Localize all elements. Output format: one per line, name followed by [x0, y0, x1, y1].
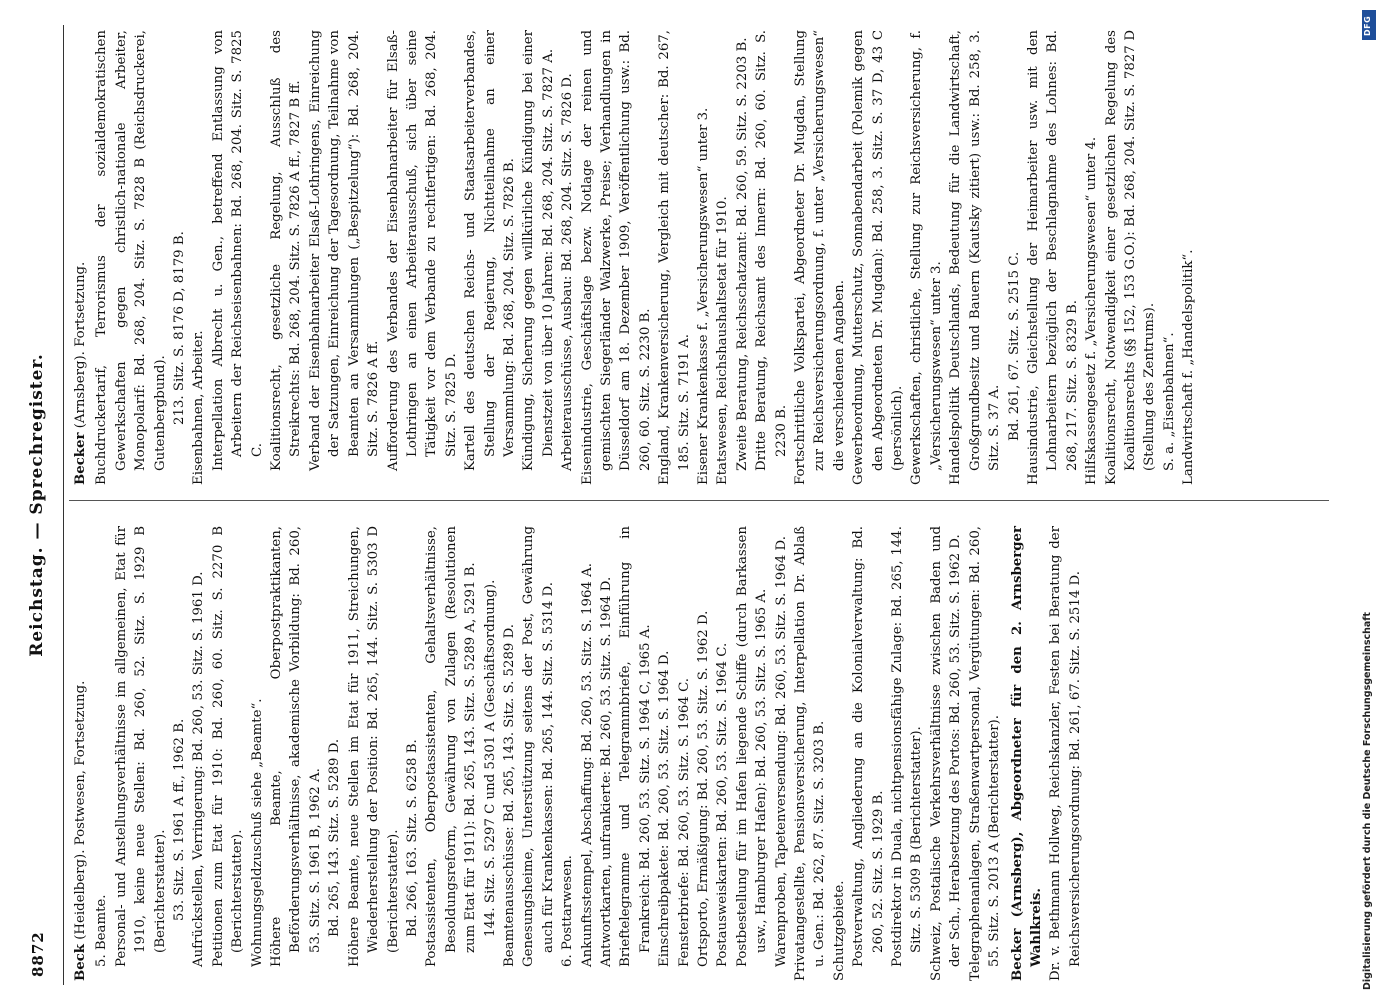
left-column — [71, 526, 1085, 981]
register-entry: Schweiz, Postalische Verkehrsverhältnisse zwischen Baden und der Sch., Herabsetzung des Portos: Bd. 260, 53. Sitz. S. 1962 D. — [928, 526, 964, 981]
register-entry: Brieftelegramme und Telegrammbriefe, Einführung in Frankreich: Bd. 260, 53. Sitz. S. 1964 C, 1965 A. — [618, 526, 653, 967]
page-number: 8872 — [29, 931, 47, 977]
register-entry: Personal- und Anstellungsverhältnisse im allgemeinen, Etat für 1910, keine neue Stellen: Bd. 260, 52. Sitz. S. 1929 B (Berichterstatter). — [113, 526, 168, 967]
register-entry: Genesungsheime, Unterstützung seitens der Post, Gewährung auch für Krankenkassen: Bd. 265, 144. Sitz. S. 5314 D. — [521, 526, 556, 967]
register-entry: Bd. 265, 143. Sitz. S. 5289 D. — [327, 738, 343, 937]
register-entry: 144. Sitz. S. 5297 C und 5301 A (Geschäftsordnung). — [482, 579, 498, 937]
register-entry: Petitionen zum Etat für 1910: Bd. 260, 60. Sitz. S. 2270 B (Berichterstatter). — [210, 526, 246, 967]
register-entry: Hilfskassengesetz f. „Versicherungswesen“ unter 4. — [1084, 136, 1100, 485]
register-entry: Becker (Arnsberg), Abgeordneter für den 2. Arnsberger Wahlkreis. — [1009, 526, 1044, 981]
dfg-logo — [1362, 10, 1376, 40]
right-column-heading — [71, 30, 90, 485]
register-entry: Ankunftsstempel, Abschaffung: Bd. 260, 53. Sitz. S. 1964 A. — [579, 563, 595, 967]
register-entry: Gewerkschaften, christliche, Stellung zur Reichsversicherung, f. „Versicherungswesen“ unter 3. — [909, 30, 944, 485]
register-entry: Postdirektor in Duala, nichtpensionsfähige Zulage: Bd. 265, 144. Sitz. S. 5309 B (Berichterstatter). — [890, 526, 925, 967]
register-entry: Koalitionsrecht, Notwendigkeit einer gesetzlichen Regelung des Koalitionsrechts (§§ 152, 153 G.O.): Bd. 268, 204. Sitz. S. 7827 D (Stellung des Zentrums). — [1103, 30, 1158, 485]
register-entry: England, Krankenversicherung, Vergleich mit deutscher: Bd. 267, 185. Sitz. S. 7191 A. — [657, 30, 692, 485]
register-entry: Postverwaltung, Angliederung an die Kolonialverwaltung: Bd. 260, 52. Sitz. S. 1929 B. — [851, 526, 886, 967]
register-entry: Privatangestellte, Pensionsversicherung, Interpellation Dr. Ablaß u. Gen.: Bd. 262, 87. Sitz. S. 3203 B. — [793, 526, 828, 981]
register-entry: Antwortkarten, unfrankierte: Bd. 260, 53. Sitz. S. 1964 D. — [598, 576, 614, 967]
register-entry: Postassistenten, Oberpostassistenten, Gehaltsverhältnisse, Besoldungsreform, Gewährung von Zulagen (Resolutionen zum Etat für 1911): Bd. 265, 143. Sitz. S. 5289 A, 5291 B. — [424, 526, 479, 967]
register-entry: 213. Sitz. S. 8176 D, 8179 B. — [172, 231, 188, 425]
register-entry: Hausindustrie, Gleichstellung der Heimarbeiter usw. mit den Lohnarbeitern bezüglich der Beschlagnahme des Lohnes: Bd. 268, 217. Sitz. S. 8329 B. — [1025, 30, 1080, 485]
column-divider — [69, 500, 1329, 501]
register-entry: Warenproben, Tapetenversendung: Bd. 260, 53. Sitz. S. 1964 D. — [773, 536, 789, 967]
rotated-page-content — [15, 25, 1345, 985]
register-entry: Handelspolitik Deutschlands, Bedeutung für die Landwirtschaft, Großgrundbesitz und Bauern (Kautsky zitiert) usw.: Bd. 258, 3. Sitz. S. 37 A. — [948, 30, 1003, 485]
page-header — [15, 25, 61, 985]
dfg-logo-text: DFG — [1363, 15, 1372, 36]
register-entry: Postausweiskarten: Bd. 260, 53. Sitz. S. 1964 C. — [715, 642, 731, 967]
register-entry: Buchdruckertarif, Terrorismus der sozialdemokratischen Gewerkschaften gegen christlich-nationale Arbeiter, Monopolarif: Bd. 268, 204. Sitz. S. 7828 B (Reichsdruckerei, Gutenbergbund). — [94, 30, 168, 485]
register-entry: Bd. 261, 67. Sitz. S. 2515 C. — [1006, 251, 1022, 441]
register-entry: Aufforderung des Verbandes der Eisenbahnarbeiter für Elsaß-Lothringen an einen Arbeiterausschuß, sich über seine Tätigkeit vor dem Verbande zu rechtfertigen: Bd. 268, 204. Sitz. S. 7825 D. — [385, 30, 459, 471]
left-column-heading — [71, 526, 90, 981]
register-entry: Landwirtschaft f. „Handelspolitik“. — [1181, 249, 1197, 485]
register-entry: Schutzgebiete. — [831, 880, 847, 981]
register-entry: Etatswesen, Reichshaushaltsetat für 1910. — [715, 196, 731, 485]
register-entry: Dritte Beratung, Reichsamt des Innern: Bd. 260, 60. Sitz. S. 2230 B. — [754, 30, 789, 471]
dfg-attribution: Digitalisierung gefördert durch die Deutsche Forschungsgemeinschaft — [1362, 612, 1373, 990]
header-rule — [63, 25, 64, 985]
register-entry: Höhere Beamte, neue Stellen im Etat für 1911, Streichungen, Wiederherstellung der Position: Bd. 265, 144. Sitz. S. 5303 D (Berichterstatter). — [346, 526, 401, 967]
register-entry: Gewerbeordnung, Mutterschutz, Sonnabendarbeit (Polemik gegen den Abgeordneten Dr. Mugdan): Bd. 258, 3. Sitz. S. 37 D, 43 C (persönlich). — [851, 30, 906, 485]
right-heading-rest: (Arnsberg). Fortsetzung. — [73, 261, 88, 433]
register-entry: Postbestellung für im Hafen liegende Schiffe (durch Barkassen usw., Hamburger Hafen): Bd. 260, 53. Sitz. S. 1965 A. — [734, 526, 770, 967]
register-entry: Telegraphenanlagen, Straßenwartpersonal, Vergütungen: Bd. 260, 55. Sitz. S. 2013 A (Berichterstatter). — [967, 526, 1003, 981]
register-entry: Dr. v. Bethmann Hollweg, Reichskanzler, Festen bei Beratung der Reichsversicherungsordnung: Bd. 261, 67. Sitz. S. 2514 D. — [1048, 526, 1083, 981]
right-heading-name: Becker — [73, 432, 88, 485]
register-entry: Wohnungsgeldzuschuß siehe „Beamte“. — [249, 698, 265, 967]
register-entry: Kündigung, Sicherung gegen willkürliche Kündigung bei einer Dienstzeit von über 10 Jahren: Bd. 268, 204. Sitz. S. 7827 A. — [521, 30, 556, 471]
register-entry: Eisenindustrie, Geschäftslage bezw. Notlage der reinen und gemischten Siegerländer Walzwerke, Preise; Verhandlungen in Düsseldorf am 18. Dezember 1909, Veröffentlichung usw.: Bd. 260, 60. Sitz. S. 2230 B. — [579, 30, 653, 485]
register-entry: Fortschrittliche Volkspartei, Abgeordneter Dr. Mugdan, Stellung zur Reichsversicherungsordnung, f. unter „Versicherungswesen“ die verschiedenen Angaben. — [793, 30, 847, 485]
register-entry: Ortsporto, Ermäßigung: Bd. 260, 53. Sitz. S. 1962 D. — [696, 610, 711, 967]
register-entry: 53. Sitz. S. 1961 A ff., 1962 B. — [172, 718, 188, 921]
register-entry: Interpellation Albrecht u. Gen., betreffend Entlassung von Arbeitern der Reichseisenbahnen: Bd. 268, 204. Sitz. S. 7825 C. — [210, 30, 265, 471]
register-entry: Zweite Beratung, Reichsschatzamt: Bd. 260, 59. Sitz. S. 2203 B. — [734, 37, 750, 471]
register-entry: Verband der Eisenbahnarbeiter Elsaß-Lothringens, Einreichung der Satzungen, Einreichung der Tagesordnung, Teilnahme von Beamten an Versammlungen („Bespitzelung“): Bd. 268, 204. Sitz. S. 7826 A ff. — [307, 30, 382, 471]
register-entry: 6. Posttarwesen. — [560, 855, 576, 967]
right-column — [71, 30, 1199, 485]
left-heading-name: Beck — [73, 943, 88, 981]
register-entry: Eisener Krankenkasse f. „Versicherungswesen“ unter 3. — [696, 107, 711, 485]
register-entry: Einschreibpakete: Bd. 260, 53. Sitz. S. 1964 D. — [657, 650, 673, 967]
register-entry: Arbeiterausschüsse, Ausbau: Bd. 268, 204. Sitz. S. 7826 D. — [560, 73, 576, 471]
register-entry: Bd. 266, 163. Sitz. S. 6258 B. — [404, 739, 420, 937]
left-heading-rest: (Heidelberg). Postwesen, Fortsetzung. — [73, 680, 88, 944]
register-entry: Aufrückstellen, Verringerung: Bd. 260, 53. Sitz. S. 1961 D. — [191, 571, 207, 967]
register-entry: S. a. „Eisenbahnen“. — [1161, 332, 1177, 471]
running-head: Reichstag. — Sprechregister. — [27, 353, 47, 657]
register-entry: Höhere Beamte, Oberpostpraktikanten, Beförderungsverhältnisse, akademische Vorbildung: Bd. 260, 53. Sitz. S. 1961 B, 1962 A. — [269, 526, 323, 967]
register-entry: Koalitionsrecht, gesetzliche Regelung, Ausschluß des Streikrechts: Bd. 268, 204. Sitz. S. 7826 A ff., 7827 B ff. — [269, 30, 304, 471]
register-entry: Beamtenausschüsse: Bd. 265, 143. Sitz. S. 5289 D. — [501, 623, 517, 967]
register-entry: 5. Beamte. — [94, 894, 110, 967]
register-entry: Eisenbahnen, Arbeiter. — [191, 330, 207, 485]
register-entry: Kartell des deutschen Reichs- und Staatsarbeiterverbandes, Stellung der Regierung, Nichtteilnahme an einer Versammlung: Bd. 268, 204. Sitz. S. 7826 B. — [463, 30, 517, 471]
register-entry: Fensterbriefe: Bd. 260, 53. Sitz. S. 1964 C. — [676, 678, 692, 967]
